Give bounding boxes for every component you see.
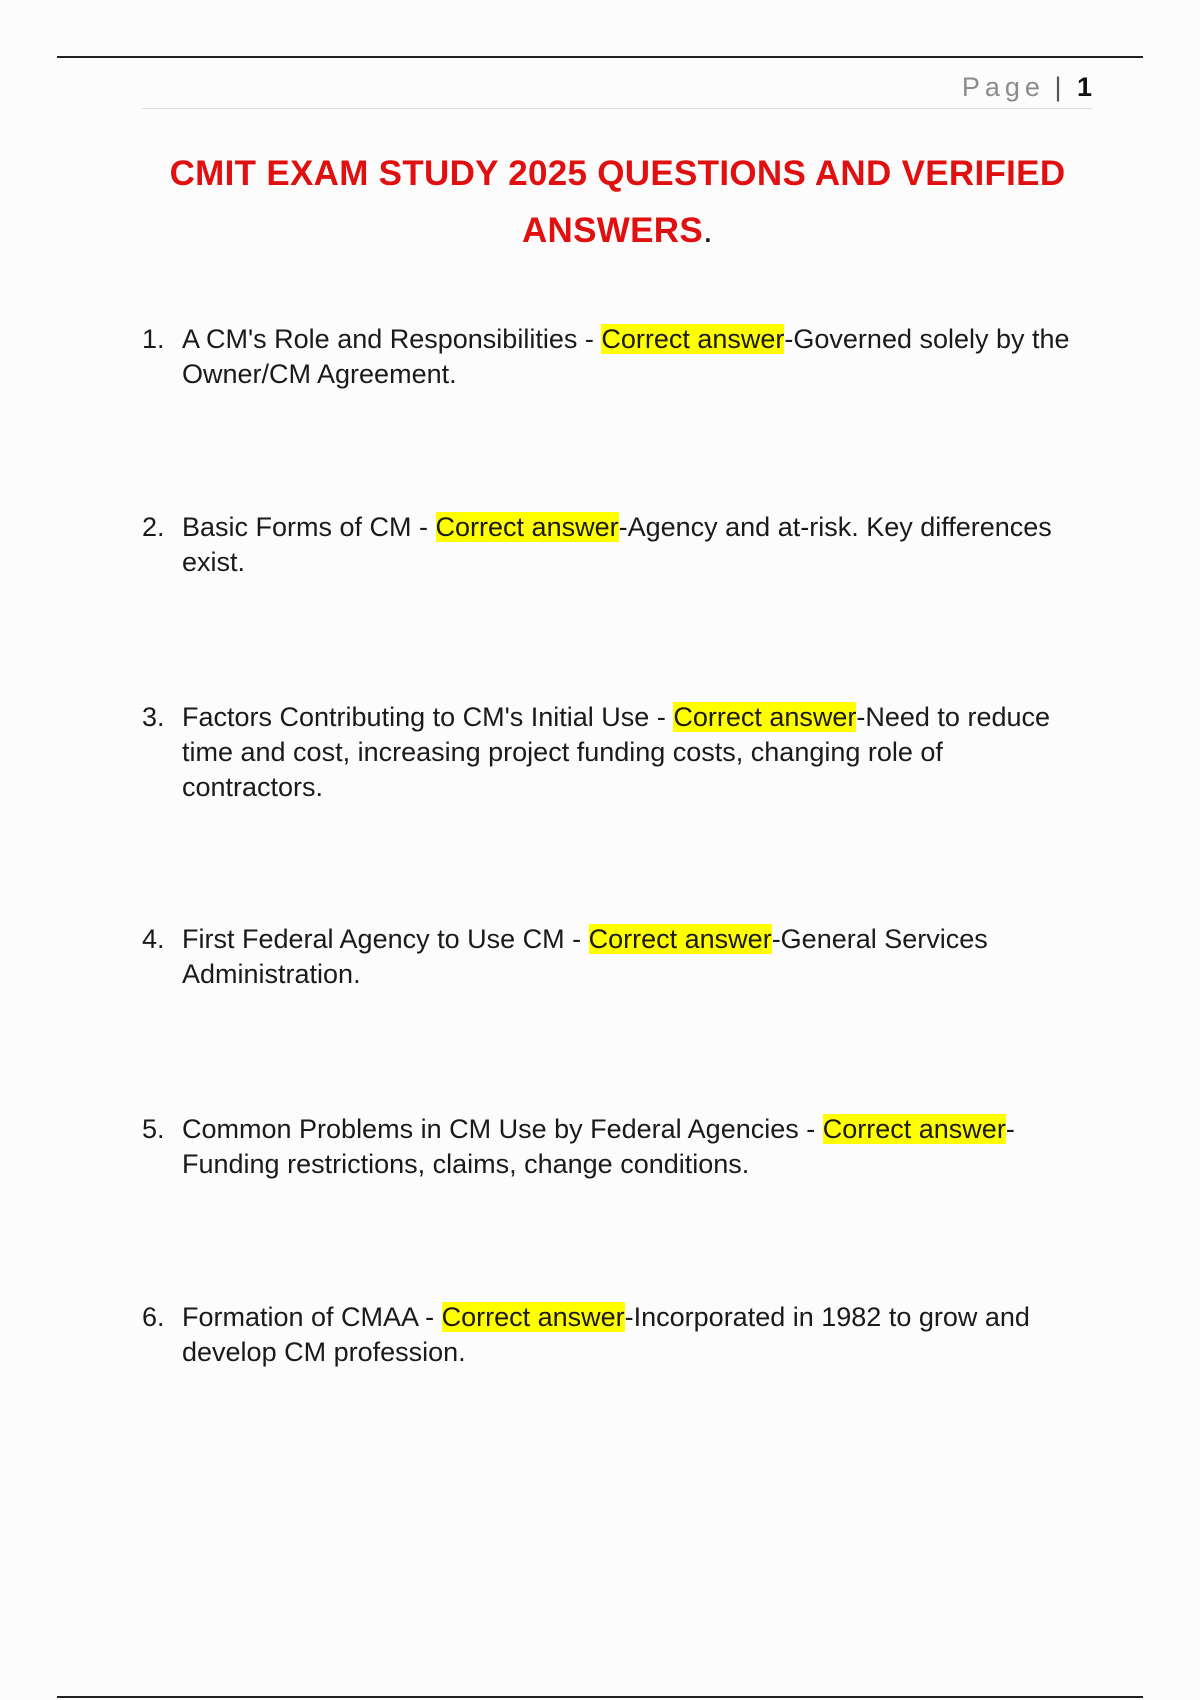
item-text <box>182 1300 1077 1370</box>
item-text <box>182 510 1077 580</box>
correct-answer-label: Correct answer <box>435 512 619 542</box>
item-answer: -General Services Administration. <box>182 924 988 989</box>
top-rule <box>57 56 1143 58</box>
page-number: 1 <box>1076 72 1092 102</box>
page-header <box>142 64 1092 109</box>
document-title-period: . <box>702 211 714 250</box>
list-item <box>142 1112 1077 1182</box>
list-item <box>142 922 1077 992</box>
item-answer: -Need to reduce time and cost, increasing project funding costs, changing role of contractors. <box>182 702 1051 802</box>
item-question: First Federal Agency to Use CM - <box>182 924 589 954</box>
correct-answer-label: Correct answer <box>588 924 772 954</box>
item-answer: -Governed solely by the Owner/CM Agreement. <box>182 324 1070 389</box>
correct-answer-label: Correct answer <box>601 324 785 354</box>
list-item <box>142 322 1077 392</box>
item-number: 4. <box>142 924 165 954</box>
item-text <box>182 322 1077 392</box>
item-text <box>182 922 1077 992</box>
correct-answer-label: Correct answer <box>673 702 857 732</box>
item-answer: -Funding restrictions, claims, change conditions. <box>182 1114 1015 1179</box>
item-number: 2. <box>142 512 165 542</box>
item-number: 1. <box>142 324 165 354</box>
correct-answer-label: Correct answer <box>441 1302 625 1332</box>
item-question: Formation of CMAA - <box>182 1302 442 1332</box>
list-item <box>142 700 1077 805</box>
page-number-label <box>962 72 1092 102</box>
item-text <box>182 700 1077 805</box>
correct-answer-label: Correct answer <box>822 1114 1006 1144</box>
item-answer: -Incorporated in 1982 to grow and develop CM profession. <box>182 1302 1030 1367</box>
page-separator: | <box>1054 72 1062 102</box>
item-answer: -Agency and at-risk. Key differences exist. <box>182 512 1052 577</box>
item-number: 5. <box>142 1114 165 1144</box>
list-item <box>142 1300 1077 1370</box>
list-item <box>142 510 1077 580</box>
page-word: Page <box>961 72 1045 102</box>
bottom-rule <box>57 1696 1143 1698</box>
item-number: 3. <box>142 702 165 732</box>
item-text <box>182 1112 1077 1182</box>
item-question: Basic Forms of CM - <box>182 512 436 542</box>
item-number: 6. <box>142 1302 165 1332</box>
item-question: Factors Contributing to CM's Initial Use - <box>182 702 674 732</box>
item-question: A CM's Role and Responsibilities - <box>182 324 602 354</box>
document-title-text: CMIT EXAM STUDY 2025 QUESTIONS AND VERIFIED ANSWERS <box>169 154 1066 250</box>
item-question: Common Problems in CM Use by Federal Agencies - <box>182 1114 823 1144</box>
document-title <box>150 145 1085 259</box>
